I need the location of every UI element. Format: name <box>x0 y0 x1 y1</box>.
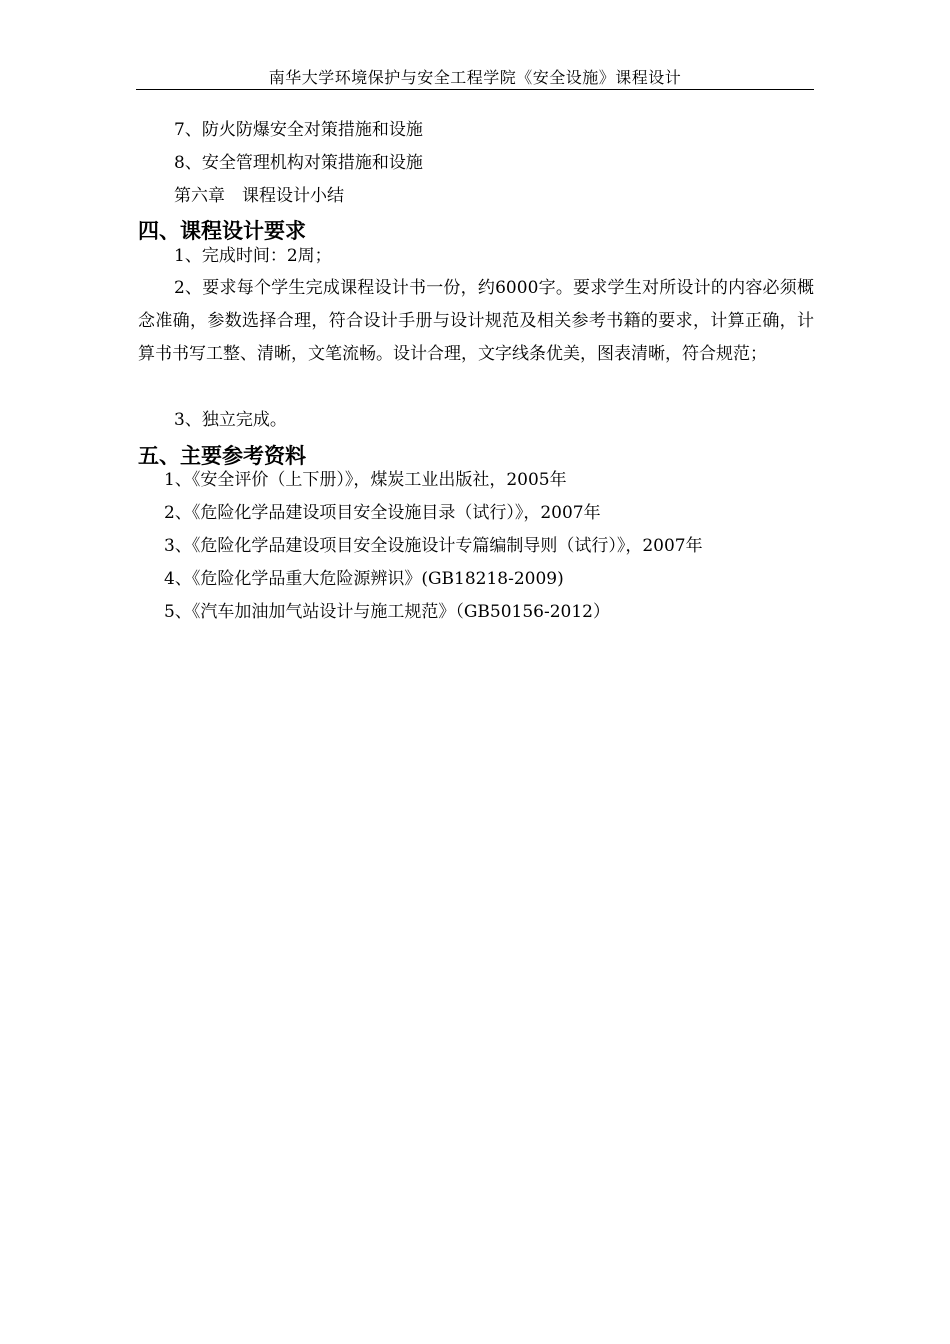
header-divider <box>136 89 814 90</box>
page-header-title: 南华大学环境保护与安全工程学院《安全设施》课程设计 <box>268 68 682 87</box>
reference-item-4: 4、《危险化学品重大危险源辨识》(GB18218-2009) <box>164 569 564 589</box>
outline-chapter-6: 第六章 课程设计小结 <box>174 186 344 206</box>
outline-item-8: 8、安全管理机构对策措施和设施 <box>174 153 423 173</box>
requirement-item-2: 2、要求每个学生完成课程设计书一份，约6000字。要求学生对所设计的内容必须概念准确，参数选择合理，符合设计手册与设计规范及相关参考书籍的要求，计算正确，计算书书写工整、清晰，文笔流畅。设计合理，文字线条优美，图表清晰，符合规范； <box>138 278 814 364</box>
section-5-heading: 五、主要参考资料 <box>138 444 306 468</box>
reference-item-3: 3、《危险化学品建设项目安全设施设计专篇编制导则（试行）》，2007年 <box>164 536 703 556</box>
requirement-item-1: 1、完成时间：2周； <box>174 246 332 266</box>
reference-item-5: 5、《汽车加油加气站设计与施工规范》（GB50156-2012） <box>164 602 610 622</box>
requirement-item-3: 3、独立完成。 <box>174 410 287 430</box>
outline-item-7: 7、防火防爆安全对策措施和设施 <box>174 120 423 140</box>
section-4-heading: 四、课程设计要求 <box>138 219 306 243</box>
reference-item-1: 1、《安全评价（上下册）》，煤炭工业出版社，2005年 <box>164 470 567 490</box>
reference-item-2: 2、《危险化学品建设项目安全设施目录（试行）》，2007年 <box>164 503 601 523</box>
